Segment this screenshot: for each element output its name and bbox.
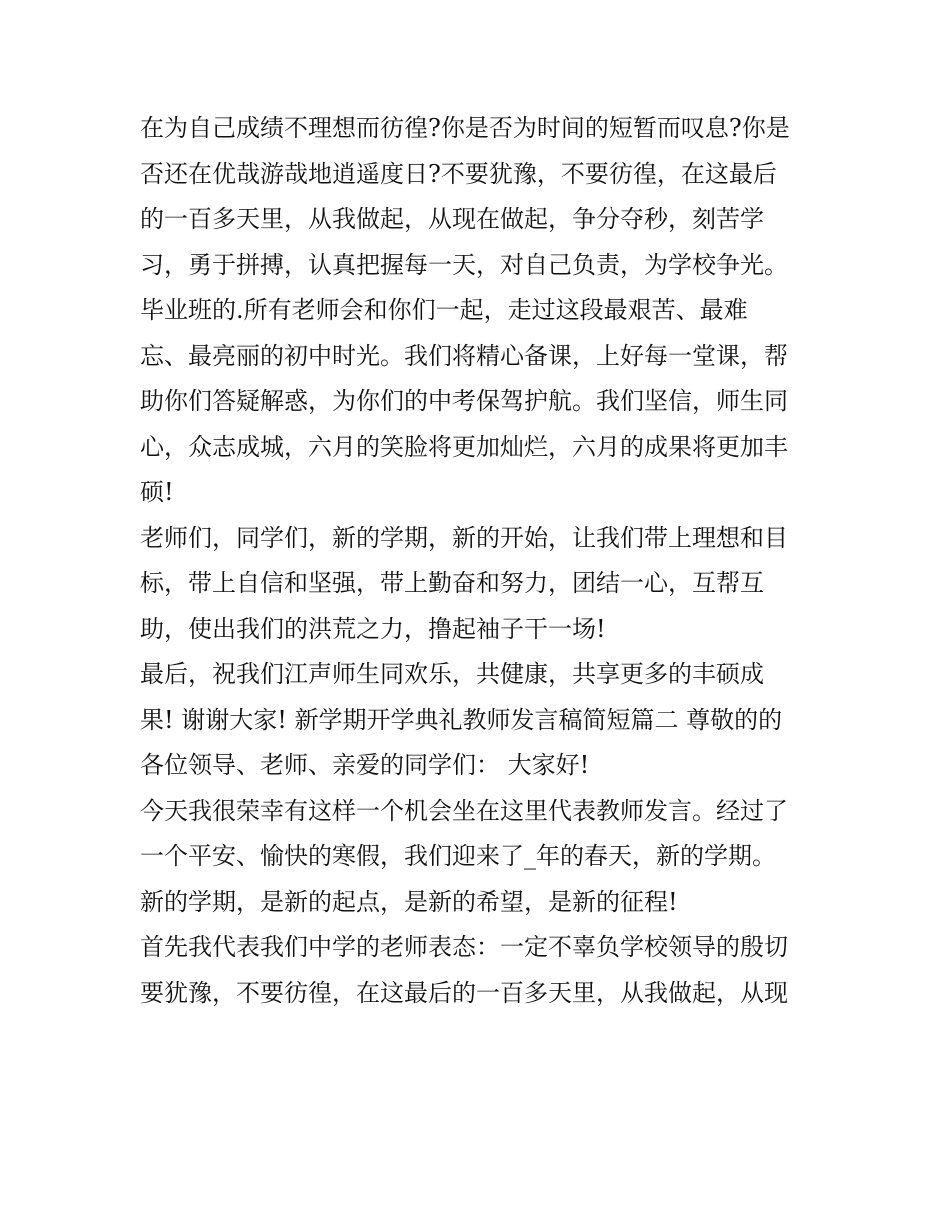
text-line: 习，勇于拼搏，认真把握每一天，对自己负责，为学校争光。 [140,250,788,279]
text-line: 要犹豫，不要彷徨，在这最后的一百多天里，从我做起，从现 [140,978,788,1007]
text-line: 忘、最亮丽的初中时光。我们将精心备课，上好每一堂课，帮 [140,341,788,370]
text-line: 老师们，同学们，新的学期，新的开始，让我们带上理想和目 [140,523,788,552]
document-body [140,106,820,1016]
text-line: 各位领导、老师、亲爱的同学们： 大家好! [140,751,590,779]
text-line: 在为自己成绩不理想而彷徨?你是否为时间的短暂而叹息?你是 [140,114,790,142]
text-line: 毕业班的.所有老师会和你们一起，走过这段最艰苦、最难 [140,296,748,324]
text-line: 助你们答疑解惑，为你们的中考保驾护航。我们坚信，师生同 [140,387,788,415]
text-line: 一个平安、愉快的寒假，我们迎来了_年的春天，新的学期。 [140,842,776,870]
text-line: 心，众志成城，六月的笑脸将更加灿烂，六月的成果将更加丰 [140,432,788,461]
text-line: 果! 谢谢大家! 新学期开学典礼教师发言稿简短篇二 尊敬的的 [140,705,783,734]
text-line: 助，使出我们的洪荒之力，撸起袖子干一场! [140,614,606,643]
text-line: 否还在优哉游哉地逍遥度日?不要犹豫，不要彷徨，在这最后 [140,159,777,188]
text-line: 的一百多天里，从我做起，从现在做起，争分夺秒，刻苦学 [140,205,764,233]
text-line: 最后，祝我们江声师生同欢乐，共健康，共享更多的丰硕成 [140,660,764,688]
text-line: 硕! [140,478,174,506]
text-line: 标，带上自信和坚强，带上勤奋和努力，团结一心，互帮互 [140,569,764,597]
text-line: 今天我很荣幸有这样一个机会坐在这里代表教师发言。经过了 [140,796,788,825]
text-line: 首先我代表我们中学的老师表态：一定不辜负学校领导的殷切 [140,933,788,961]
text-line: 新的学期，是新的起点，是新的希望，是新的征程! [140,887,678,916]
